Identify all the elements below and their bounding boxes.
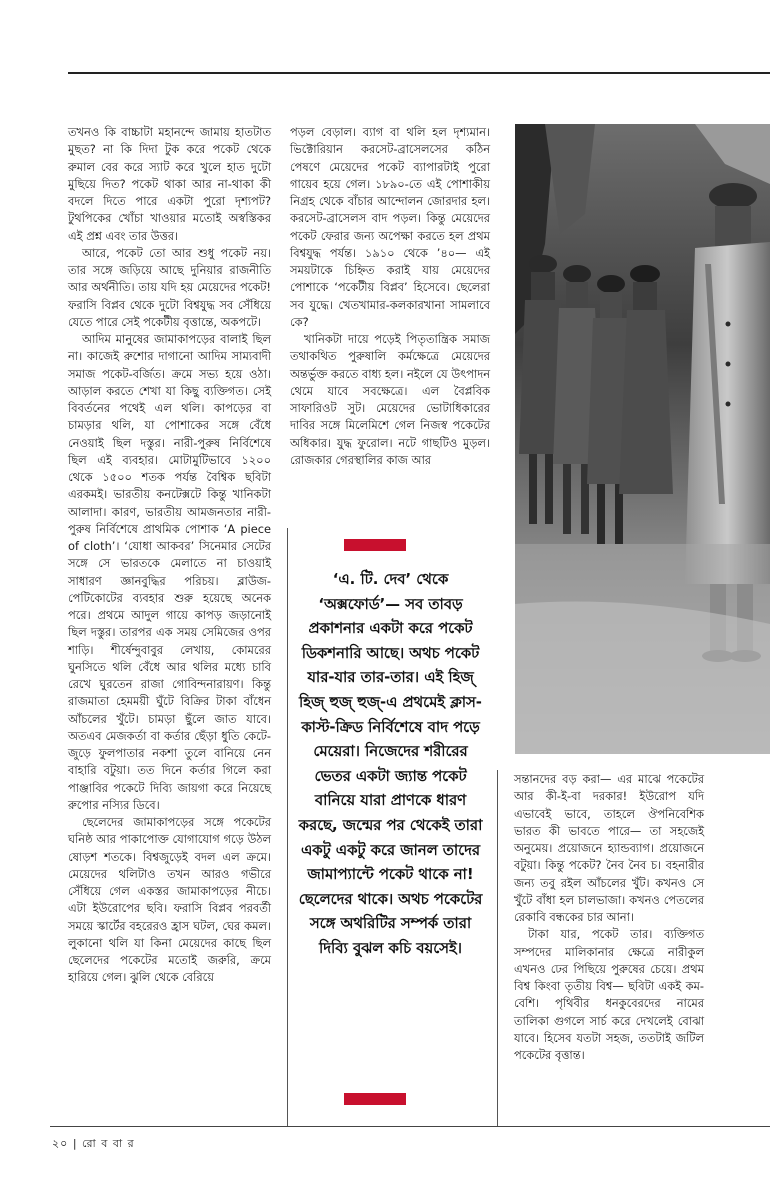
footer-rule [50,1126,770,1127]
folio-separator: | [72,1137,78,1150]
photo-women-soldiers [515,124,770,754]
article-column-1 [68,124,271,987]
article-column-2 [290,124,490,469]
paragraph: আরে, পকেট তো আর শুধু পকেট নয়। তার সঙ্গে জড়িয়ে আছে দুনিয়ার রাজনীতি আর অর্থনীতি। তায় যদি হয় মেয়েদের পকেট! ফরাসি বিপ্লব থেকে দুটো বিশ্বযুদ্ধ সব সেঁধিয়ে যেতে পারে সেই পকেটীয় বৃত্তান্তে, অকপটে। [68,245,271,329]
pull-quote-bottom-bar [344,1093,406,1105]
pull-quote: ‘এ. টি. দেব’ থেকে ‘অক্সফোর্ড’— সব তাবড় প্রকাশনার একটা করে পকেট ডিকশনারি আছে। অথচ পকেট যার-যার তার-তার। এই হিজ্‌ হিজ্‌ হুজ্‌ হুজ্‌-এ প্রথমেই ক্লাস-কাস্ট-ক্রিড নির্বিশেষে বাদ পড়ে মেয়েরা। নিজেদের শরীরের ভেতর একটা জ্যান্ত পকেট বানিয়ে যারা প্রাণকে ধারণ করছে, জন্মের পর থেকেই তারা একটু একটু করে জানল তাদের জামাপ্যান্টে পকেট থাকে না! ছেলেদের থাকে। অথচ পকেটের সঙ্গে অথরিটির সম্পর্ক তারা দিব্যি বুঝল কচি বয়সেই। [298,571,483,957]
paragraph: টাকা যার, পকেট তার। ব্যক্তিগত সম্পদের মালিকানার ক্ষেত্রে নারীকুল এখনও ঢের পিছিয়ে পুরুষের চেয়ে। প্রথম বিশ্ব কিংবা তৃতীয় বিশ্ব— ছবিটা একই কম-বেশি। পৃথিবীর ধনকুবেরদের নামের তালিকা গুগলে সার্চ করে দেখলেই বোঝা যাবে। হিসেব যতটা সহজ, ততটাই জটিল পকেটের বৃত্তান্ত। [514,927,704,1062]
article-column-3 [514,771,704,1064]
paragraph: ছেলেদের জামাকাপড়ের সঙ্গে পকেটের ঘনিষ্ঠ আর পাকাপোক্ত যোগাযোগ গড়ে উঠল ষোড়শ শতকে। বিশ্বজুড়েই বদল এল ক্রমে। মেয়েদের থলিটাও তখন আরও গভীরে সেঁধিয়ে গেল একস্তর জামাকাপড়ের নীচে। এটা ইউরোপের ছবি। ফরাসি বিপ্লব পরবর্তী সময়ে স্কার্টের বহরেরও হ্রাস ঘটল, ঘের কমল। লুকানো থলি যা কিনা মেয়েদের কাছে ছিল ছেলেদের পকেটের মতোই জরুরি, ক্রমে হারিয়ে গেল। ঝুলি থেকে বেরিয়ে [68,815,271,985]
column-divider [497,770,498,1126]
column-divider [287,528,288,1126]
paragraph: আদিম মানুষের জামাকাপড়ের বালাই ছিল না। কাজেই রুশোর দাগানো আদিম সাম্যবাদী সমাজ পকেট-বর্জিত। ক্রমে সভ্য হয়ে ওঠা। আড়াল করতে শেখা যা কিছু ব্যক্তিগত। সেই বিবর্তনের পথেই এল থলি। কাপড়ের বা চামড়ার থলি, যা পোশাকের সঙ্গে বেঁধে নেওয়াই ছিল দস্তুর। নারী-পুরুষ নির্বিশেষে ছিল এই ব্যবহার। মোটামুটিভাবে ১২০০ থেকে ১৫০০ শতক পর্যন্ত বৈশ্বিক ছবিটা এরকমই। ভারতীয় কনটেক্সটে কিন্তু খানিকটা আলাদা। কারণ, ভারতীয় আমজনতার নারী-পুরুষ নির্বিশেষে প্রাথমিক পোশাক ‘A piece of cloth’। ‘যোধা আকবর’ সিনেমার সেটের সঙ্গে সে ভারতকে মেলাতে না চাওয়াই সাধারণ জ্ঞানবুদ্ধির পরিচয়। ব্লাউজ-পেটিকোটের ব্যবহার শুরু হয়েছে অনেক পরে। প্রথমে আদুল গায়ে কাপড় জড়ানোই ছিল দস্তুর। তারপর এক সময় সেমিজের ওপর শাড়ি। শীর্ষেন্দুবাবুর লেখায়, কোমরের ঘুনসিতে থলি বেঁধে আর থলির মধ্যে চাবি রেখে ঘুরতেন রাজা গোবিন্দনারায়ণ। কিন্তু রাজমাতা হেমময়ী ঘুঁটে বিক্রির টাকা বাঁধেন আঁচলের খুঁটে। চামড়া ছুঁলে জাত যাবে। অতএব মেজকর্তা বা কর্তার ছেঁড়া ধুতি কেটে-জুড়ে ফুলপাতার নকশা তুলে বানিয়ে নেন বাহারি বটুয়া। তত দিনে কর্তার গিলে করা পাঞ্জাবির পকেটে দিব্যি জায়গা করে নিয়েছে রুপোর নস্যির ডিবে। [68,332,271,812]
paragraph: পড়ল বেড়াল। ব্যাগ বা থলি হল দৃশ্যমান। ভিক্টোরিয়ান করসেট-ব্রাসেলসের কঠিন পেষণে মেয়েদের পকেট ব্যাপারটাই পুরো গায়েব হয়ে গেল। ১৮৯০-তে এই পোশাকীয় নিগ্রহ থেকে বাঁচার আন্দোলন জোরদার হল। করসেট-ব্রাসেলস বাদ পড়ল। কিন্তু মেয়েদের পকেট ফেরার জন্য অপেক্ষা করতে হল প্রথম বিশ্বযুদ্ধ পর্যন্ত। ১৯১০ থেকে ’৪০— এই সময়টাকে চিহ্নিত করাই যায় মেয়েদের পোশাকে ‘পকেটীয় বিপ্লব’ হিসেবে। ছেলেরা সব যুদ্ধে। খেতখামার-কলকারখানা সামলাবে কে? [290,125,490,329]
paragraph: খানিকটা দায়ে পড়েই পিতৃতান্ত্রিক সমাজ তথাকথিত পুরুষালি কর্মক্ষেত্রে মেয়েদের অন্তর্ভুক্ত করতে বাধ্য হল। নইলে যে উৎপাদন থেমে যাবে সবক্ষেত্রে। এল বৈপ্লবিক সাফারিওট সুট। মেয়েদের ভোটাধিকারের দাবির সঙ্গে মিলেমিশে গেল নিজস্ব পকেটের অধিকার। যুদ্ধ ফুরোল। নটে গাছটিও মুড়ল। রোজকার গেরস্থালির কাজ আর [290,332,490,467]
paragraph: সন্তানদের বড় করা— এর মাঝে পকেটের আর কী-ই-বা দরকার! ইউরোপ যদি এভাবেই ভাবে, তাহলে ঔপনিবেশিক ভারত কী ভাবতে পারে— তা সহজেই অনুমেয়। প্রয়োজনে হ্যান্ডব্যাগ। প্রয়োজনে বটুয়া। কিন্তু পকেট? নৈব নৈব চ। বহনারীর জন্য তবু রইল আঁচলের খুঁট। কখনও সে খুঁটে বাঁধা হল চালভাজা। কখনও পেতলের রেকাবি বন্ধকের চার আনা। [514,772,704,924]
page-number: ২০ [52,1137,69,1150]
paragraph: তখনও কি বাচ্চাটা মহানন্দে জামায় হাতটাত মুছত? না কি দিদা টুক করে পকেট থেকে রুমাল বের করে স্যাট করে খুলে হাত দুটো মুছিয়ে দিত? পকেট থাকা আর না-থাকা কী বদলে দিতে পারে একটা পুরো দৃশ্যপট? টুথপিকের খোঁচা খাওয়ার মতোই অস্বস্তিকর এই প্রশ্ন এবং তার উত্তর। [68,125,271,243]
folio [52,1135,135,1154]
publication-name: রো ব বা র [82,1137,135,1150]
women-in-uniform-photo [515,124,770,754]
pull-quote-top-bar [344,539,406,551]
header-rule [68,72,770,74]
